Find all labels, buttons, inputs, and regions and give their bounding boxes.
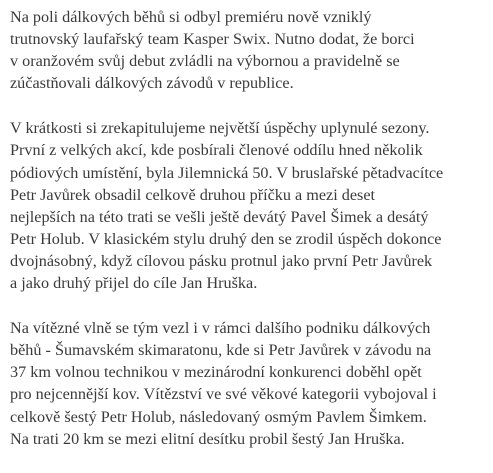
paragraph-line: zúčastňovali dálkových závodů v republice. — [10, 74, 294, 93]
paragraph-line: a jako druhý přijel do cíle Jan Hruška. — [10, 274, 258, 293]
paragraph-line: Petr Javůrek obsadil celkově druhou příčku a mezi deset — [10, 185, 376, 204]
paragraph-line: celkově šestý Petr Holub, následovaný osmým Pavlem Šimkem. — [10, 407, 427, 426]
paragraph-line: pódiových umístění, byla Jilemnická 50. V bruslařské pětadvacítce — [10, 163, 444, 182]
paragraph-line: trutnovský laufařský team Kasper Swix. Nutno dodat, že borci — [10, 30, 415, 49]
paragraph-line: Na vítězné vlně se tým vezl i v rámci dalšího podniku dálkových — [10, 319, 431, 338]
paragraph-line: pro nejcennější kov. Vítězství ve své věkové kategorii vybojoval i — [10, 385, 437, 404]
paragraph-line: Na poli dálkových běhů si odbyl premiéru nově vzniklý — [10, 8, 372, 26]
paragraph-line: běhů - Šumavském skimaratonu, kde si Petr Javůrek v závodu na — [10, 341, 432, 360]
paragraph-line: Petr Holub. V klasickém stylu druhý den se zrodil úspěch dokonce — [10, 229, 442, 248]
paragraph-2 — [10, 117, 488, 294]
paragraph-3 — [10, 317, 488, 450]
paragraph-line: dvojnásobný, když cílovou pásku protnul jako první Petr Javůrek — [10, 251, 433, 270]
paragraph-line: nejlepších na této trati se vešli ještě devátý Pavel Šimek a desátý — [10, 207, 429, 226]
paragraph-line: První z velkých akcí, kde posbírali členové oddílu hned několik — [10, 141, 423, 160]
paragraph-1 — [10, 6, 488, 94]
paragraph-line: Na trati 20 km se mezi elitní desítku probil šestý Jan Hruška. — [10, 429, 405, 448]
paragraph-line: 37 km volnou technikou v mezinárodní konkurenci doběhl opět — [10, 363, 422, 382]
paragraph-line: v oranžovém svůj debut zvládli na výbornou a pravidelně se — [10, 52, 400, 71]
paragraph-line: V krátkosti si zrekapitulujeme největší úspěchy uplynulé sezony. — [10, 119, 430, 138]
article-body — [10, 6, 488, 473]
